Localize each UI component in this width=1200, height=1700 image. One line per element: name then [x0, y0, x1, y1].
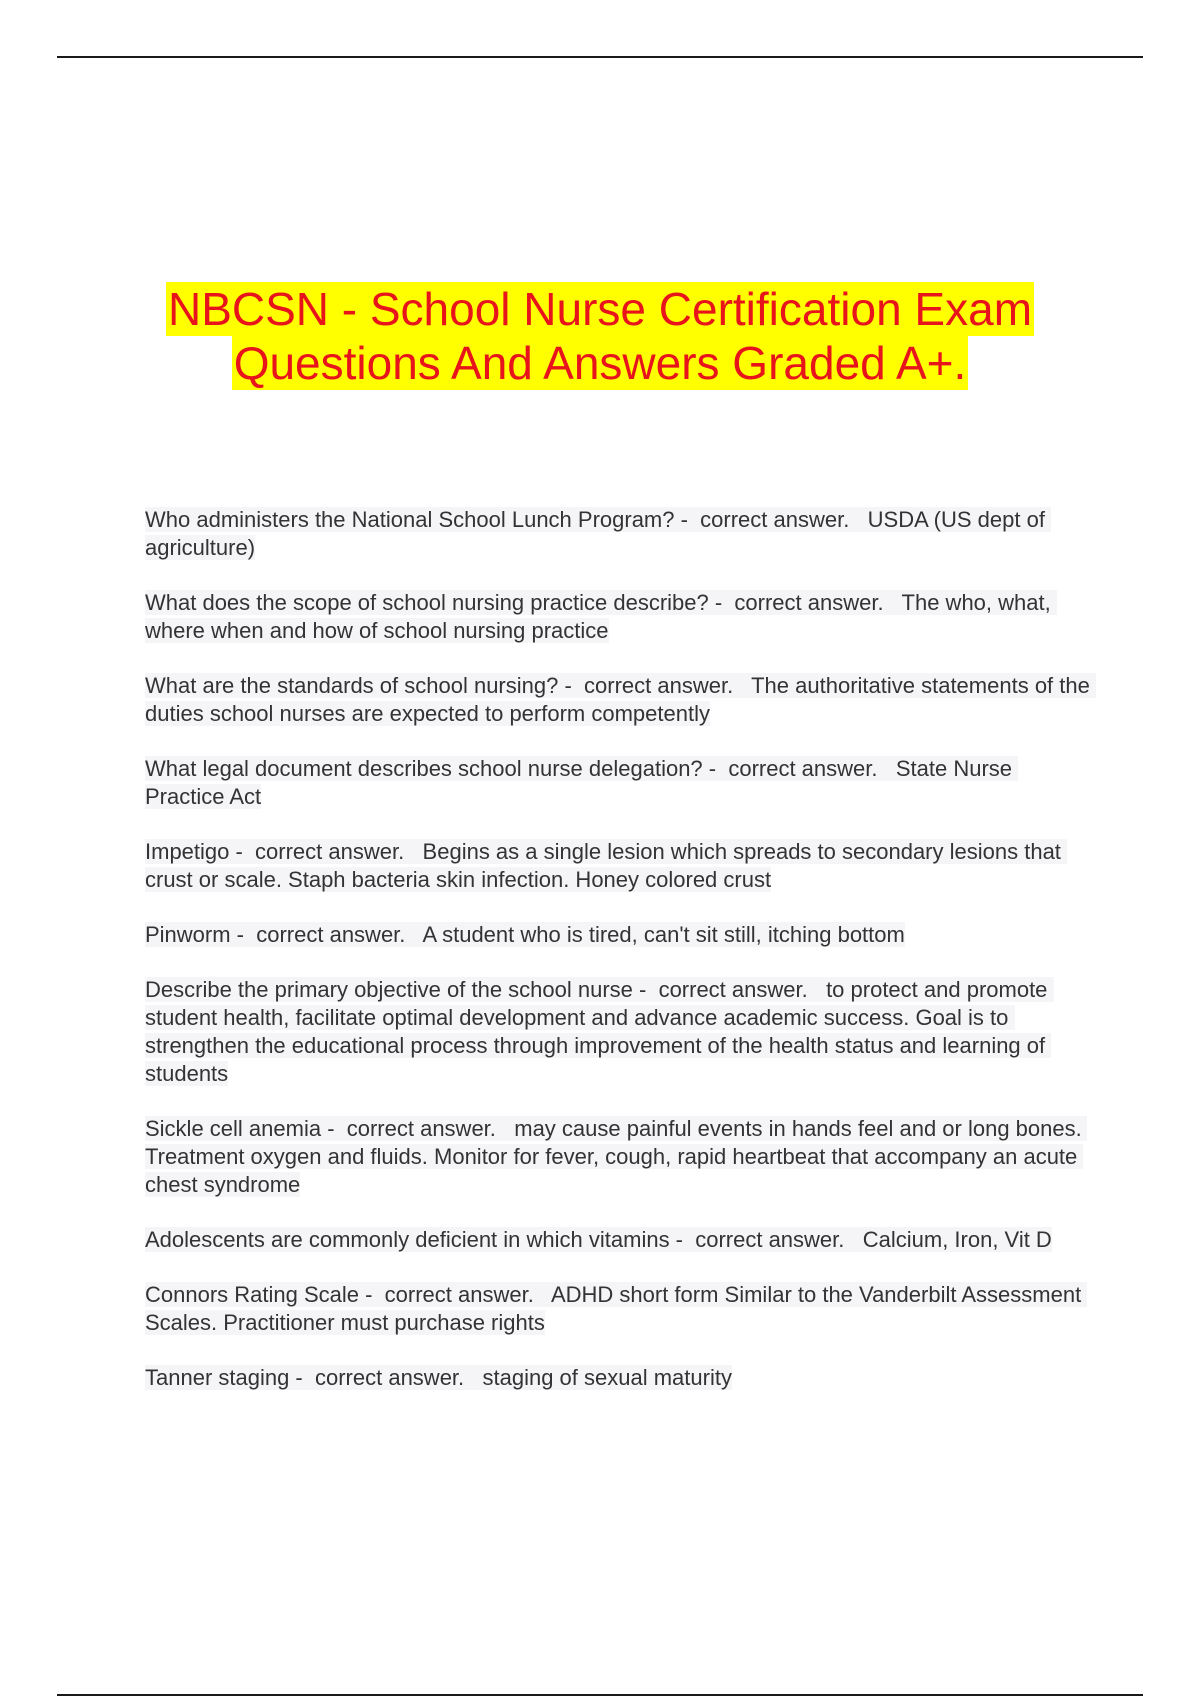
qa-text: Who administers the National School Lunch Program? - correct answer. USDA (US dept of agriculture)	[145, 507, 1052, 560]
qa-text: Pinworm - correct answer. A student who is tired, can't sit still, itching bottom	[145, 922, 905, 947]
qa-text: What does the scope of school nursing practice describe? - correct answer. The who, what, where when and how of school nursing practice	[145, 590, 1057, 643]
qa-text: Tanner staging - correct answer. staging of sexual maturity	[145, 1365, 732, 1390]
qa-text: Describe the primary objective of the school nurse - correct answer. to protect and promote student health, facilitate optimal development and advance academic success. Goal is to strengthen the educational process through improvement of the health status and learning of students	[145, 977, 1054, 1086]
qa-text: What are the standards of school nursing? - correct answer. The authoritative statements of the duties school nurses are expected to perform competently	[145, 673, 1096, 726]
qa-item	[145, 921, 1090, 949]
qa-item	[145, 1115, 1090, 1199]
qa-item	[145, 755, 1090, 811]
top-rule	[57, 56, 1143, 58]
qa-item	[145, 1281, 1090, 1337]
qa-item	[145, 1364, 1090, 1392]
qa-text: Impetigo - correct answer. Begins as a single lesion which spreads to secondary lesions that crust or scale. Staph bacteria skin infection. Honey colored crust	[145, 839, 1068, 892]
bottom-rule	[57, 1694, 1143, 1696]
qa-text: Sickle cell anemia - correct answer. may cause painful events in hands feel and or long bones. Treatment oxygen and fluids. Monitor for fever, cough, rapid heartbeat that accompany an acute chest syndrome	[145, 1116, 1088, 1197]
qa-text: Connors Rating Scale - correct answer. ADHD short form Similar to the Vanderbilt Assessment Scales. Practitioner must purchase rights	[145, 1282, 1088, 1335]
qa-text: Adolescents are commonly deficient in which vitamins - correct answer. Calcium, Iron, Vit D	[145, 1227, 1052, 1252]
title-line-1: NBCSN - School Nurse Certification Exam	[167, 283, 1033, 335]
qa-item	[145, 672, 1096, 728]
title-line-2: Questions And Answers Graded A+.	[233, 337, 967, 389]
qa-item	[145, 838, 1090, 894]
qa-list	[145, 506, 1096, 1419]
qa-item	[145, 506, 1090, 562]
document-title	[0, 282, 1200, 390]
qa-item	[145, 1226, 1090, 1254]
qa-item	[145, 589, 1090, 645]
qa-item	[145, 976, 1090, 1088]
qa-text: What legal document describes school nurse delegation? - correct answer. State Nurse Practice Act	[145, 756, 1019, 809]
